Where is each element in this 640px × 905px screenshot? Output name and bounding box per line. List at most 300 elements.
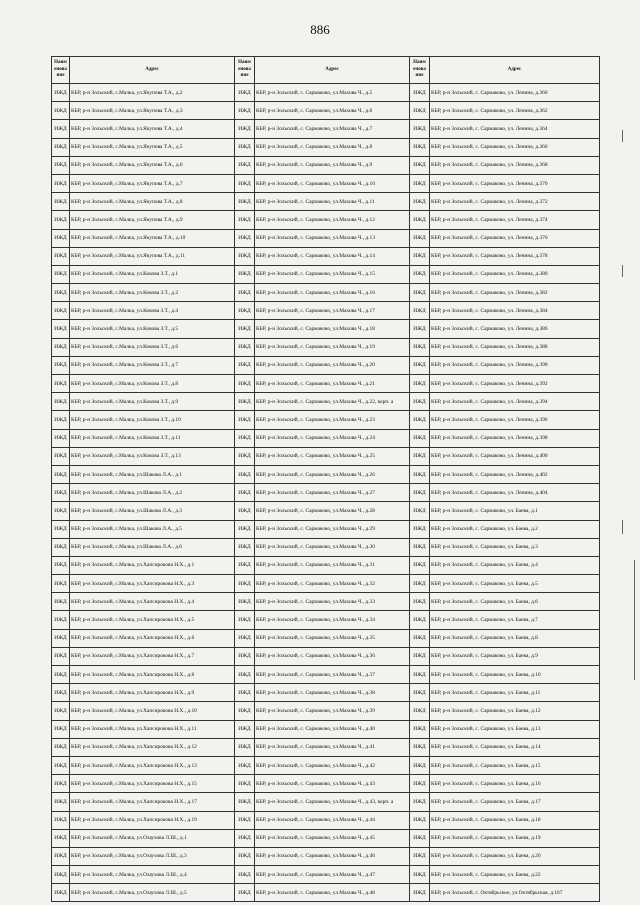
header-address-col-1: Адрес bbox=[70, 57, 235, 84]
address-cell: КБР, р-н Зольский, с. Сармаково, ул. Баева, д.18 bbox=[430, 811, 600, 829]
object-type-cell: ИЖД bbox=[410, 629, 430, 647]
object-type-cell: ИЖД bbox=[235, 629, 255, 647]
object-type-cell: ИЖД bbox=[410, 447, 430, 465]
object-type-cell: ИЖД bbox=[410, 375, 430, 393]
object-type-cell: ИЖД bbox=[410, 484, 430, 502]
address-cell: КБР, р-н Зольский, с.Малка, ул.Хапсирокова Н.Х., д.8 bbox=[70, 666, 235, 684]
object-type-cell: ИЖД bbox=[52, 429, 70, 447]
object-type-cell: ИЖД bbox=[52, 520, 70, 538]
object-type-cell: ИЖД bbox=[52, 84, 70, 102]
object-type-cell: ИЖД bbox=[52, 575, 70, 593]
address-cell: КБР, р-н Зольский, с. Сармаково, ул. Баева, д.17 bbox=[430, 793, 600, 811]
object-type-cell: ИЖД bbox=[52, 884, 70, 902]
object-type-cell: ИЖД bbox=[235, 211, 255, 229]
object-type-cell: ИЖД bbox=[235, 538, 255, 556]
object-type-cell: ИЖД bbox=[410, 811, 430, 829]
object-type-cell: ИЖД bbox=[410, 684, 430, 702]
address-cell: КБР, р-н Зольский, с. Сармаково, ул. Баева, д.19 bbox=[430, 829, 600, 847]
object-type-cell: ИЖД bbox=[410, 520, 430, 538]
address-cell: КБР, р-н Зольский, с. Сармаково, ул.Махова Ч., д.38 bbox=[255, 684, 410, 702]
object-type-cell: ИЖД bbox=[52, 829, 70, 847]
table-header-row bbox=[52, 57, 600, 84]
table-row bbox=[52, 211, 600, 229]
object-type-cell: ИЖД bbox=[410, 756, 430, 774]
object-type-cell: ИЖД bbox=[410, 847, 430, 865]
address-cell: КБР, р-н Зольский, с. Сармаково, ул.Махова Ч., д.7 bbox=[255, 120, 410, 138]
object-type-cell: ИЖД bbox=[235, 174, 255, 192]
table-row bbox=[52, 447, 600, 465]
object-type-cell: ИЖД bbox=[52, 484, 70, 502]
object-type-cell: ИЖД bbox=[410, 265, 430, 283]
margin-line bbox=[634, 560, 635, 680]
address-cell: КБР, р-н Зольский, с.Малка, ул.Шакова Л.А., д.5 bbox=[70, 520, 235, 538]
address-cell: КБР, р-н Зольский, с. Сармаково, ул. Ленина, д.398 bbox=[430, 429, 600, 447]
address-cell: КБР, р-н Зольский, с.Малка, ул.Хапсирокова Н.Х., д.6 bbox=[70, 629, 235, 647]
address-cell: КБР, р-н Зольский, с. Сармаково, ул. Ленина, д.378 bbox=[430, 247, 600, 265]
address-table bbox=[51, 56, 600, 902]
table-row bbox=[52, 666, 600, 684]
table-row bbox=[52, 393, 600, 411]
table-row bbox=[52, 611, 600, 629]
object-type-cell: ИЖД bbox=[235, 120, 255, 138]
address-cell: КБР, р-н Зольский, с.Малка, ул.Якупова Т.А., д.10 bbox=[70, 229, 235, 247]
address-cell: КБР, р-н Зольский, с. Сармаково, ул.Махова Ч., д.39 bbox=[255, 702, 410, 720]
address-cell: КБР, р-н Зольский, с. Сармаково, ул.Махова Ч., д.35 bbox=[255, 629, 410, 647]
object-type-cell: ИЖД bbox=[52, 138, 70, 156]
address-cell: КБР, р-н Зольский, с. Сармаково, ул.Махова Ч., д.43, корп. а bbox=[255, 793, 410, 811]
address-cell: КБР, р-н Зольский, с.Малка, ул.Хапсирокова Н.Х., д.17 bbox=[70, 793, 235, 811]
object-type-cell: ИЖД bbox=[52, 866, 70, 884]
address-cell: КБР, р-н Зольский, с.Малка, ул.Якупова Т.А., д.8 bbox=[70, 193, 235, 211]
object-type-cell: ИЖД bbox=[235, 229, 255, 247]
address-cell: КБР, р-н Зольский, с. Сармаково, ул.Махова Ч., д.10 bbox=[255, 174, 410, 192]
object-type-cell: ИЖД bbox=[235, 829, 255, 847]
margin-line bbox=[622, 520, 623, 534]
address-cell: КБР, р-н Зольский, с. Сармаково, ул. Ленина, д.384 bbox=[430, 302, 600, 320]
object-type-cell: ИЖД bbox=[410, 647, 430, 665]
table-row bbox=[52, 593, 600, 611]
object-type-cell: ИЖД bbox=[235, 302, 255, 320]
address-cell: КБР, р-н Зольский, с.Малка, ул.Озаухова Л.Ш., д.5 bbox=[70, 884, 235, 902]
address-cell: КБР, р-н Зольский, с. Сармаково, ул. Ленина, д.394 bbox=[430, 393, 600, 411]
object-type-cell: ИЖД bbox=[235, 320, 255, 338]
object-type-cell: ИЖД bbox=[52, 593, 70, 611]
address-cell: КБР, р-н Зольский, с. Сармаково, ул. Ленина, д.392 bbox=[430, 375, 600, 393]
table-row bbox=[52, 538, 600, 556]
object-type-cell: ИЖД bbox=[410, 338, 430, 356]
object-type-cell: ИЖД bbox=[410, 793, 430, 811]
object-type-cell: ИЖД bbox=[410, 829, 430, 847]
object-type-cell: ИЖД bbox=[235, 84, 255, 102]
address-cell: КБР, р-н Зольский, с.Малка, ул.Хапсирокова Н.Х., д.7 bbox=[70, 647, 235, 665]
address-cell: КБР, р-н Зольский, с. Сармаково, ул.Махова Ч., д.26 bbox=[255, 465, 410, 483]
address-cell: КБР, р-н Зольский, с. Сармаково, ул.Махова Ч., д.44 bbox=[255, 811, 410, 829]
address-cell: КБР, р-н Зольский, с. Сармаково, ул.Махова Ч., д.18 bbox=[255, 320, 410, 338]
address-cell: КБР, р-н Зольский, с. Октябрьское, ул.Октябрьская, д.167 bbox=[430, 884, 600, 902]
address-cell: КБР, р-н Зольский, с. Сармаково, ул. Ленина, д.390 bbox=[430, 356, 600, 374]
address-cell: КБР, р-н Зольский, с. Сармаково, ул. Ленина, д.376 bbox=[430, 229, 600, 247]
address-cell: КБР, р-н Зольский, с. Сармаково, ул. Ленина, д.404 bbox=[430, 484, 600, 502]
object-type-cell: ИЖД bbox=[410, 356, 430, 374]
table-row bbox=[52, 684, 600, 702]
address-cell: КБР, р-н Зольский, с. Сармаково, ул. Баева, д.10 bbox=[430, 666, 600, 684]
header-address-col-2: Адрес bbox=[255, 57, 410, 84]
address-cell: КБР, р-н Зольский, с.Малка, ул.Хапсирокова Н.Х., д.11 bbox=[70, 720, 235, 738]
object-type-cell: ИЖД bbox=[52, 375, 70, 393]
address-cell: КБР, р-н Зольский, с. Сармаково, ул. Баева, д.4 bbox=[430, 556, 600, 574]
object-type-cell: ИЖД bbox=[235, 102, 255, 120]
object-type-cell: ИЖД bbox=[52, 775, 70, 793]
table-row bbox=[52, 320, 600, 338]
page-number: 886 bbox=[310, 22, 330, 37]
address-cell: КБР, р-н Зольский, с.Малка, ул.Кокова З.Т., д.10 bbox=[70, 411, 235, 429]
object-type-cell: ИЖД bbox=[235, 866, 255, 884]
address-cell: КБР, р-н Зольский, с.Малка, ул.Хапсирокова Н.Х., д.15 bbox=[70, 775, 235, 793]
table-row bbox=[52, 847, 600, 865]
margin-line bbox=[622, 130, 623, 142]
address-cell: КБР, р-н Зольский, с.Малка, ул.Якупова Т.А., д.9 bbox=[70, 211, 235, 229]
address-cell: КБР, р-н Зольский, с.Малка, ул.Якупова Т.А., д.5 bbox=[70, 138, 235, 156]
address-cell: КБР, р-н Зольский, с. Сармаково, ул. Ленина, д.362 bbox=[430, 102, 600, 120]
address-cell: КБР, р-н Зольский, с.Малка, ул.Кокова З.Т., д.4 bbox=[70, 302, 235, 320]
object-type-cell: ИЖД bbox=[235, 156, 255, 174]
address-cell: КБР, р-н Зольский, с. Сармаково, ул.Махова Ч., д.47 bbox=[255, 866, 410, 884]
object-type-cell: ИЖД bbox=[52, 811, 70, 829]
object-type-cell: ИЖД bbox=[235, 793, 255, 811]
table-row bbox=[52, 338, 600, 356]
object-type-cell: ИЖД bbox=[235, 611, 255, 629]
object-type-cell: ИЖД bbox=[52, 629, 70, 647]
object-type-cell: ИЖД bbox=[52, 538, 70, 556]
table-row bbox=[52, 702, 600, 720]
address-cell: КБР, р-н Зольский, с. Сармаково, ул.Махова Ч., д.43 bbox=[255, 775, 410, 793]
object-type-cell: ИЖД bbox=[52, 738, 70, 756]
address-cell: КБР, р-н Зольский, с.Малка, ул.Шакова Л.А., д.6 bbox=[70, 538, 235, 556]
address-cell: КБР, р-н Зольский, с.Малка, ул.Якупова Т.А., д.7 bbox=[70, 174, 235, 192]
table-row bbox=[52, 229, 600, 247]
address-cell: КБР, р-н Зольский, с. Сармаково, ул. Баева, д.20 bbox=[430, 847, 600, 865]
object-type-cell: ИЖД bbox=[52, 611, 70, 629]
object-type-cell: ИЖД bbox=[52, 684, 70, 702]
object-type-cell: ИЖД bbox=[410, 411, 430, 429]
table-row bbox=[52, 284, 600, 302]
address-cell: КБР, р-н Зольский, с. Сармаково, ул.Махова Ч., д.16 bbox=[255, 284, 410, 302]
table-row bbox=[52, 429, 600, 447]
address-cell: КБР, р-н Зольский, с. Сармаково, ул. Ленина, д.396 bbox=[430, 411, 600, 429]
object-type-cell: ИЖД bbox=[235, 447, 255, 465]
address-cell: КБР, р-н Зольский, с. Сармаково, ул.Махова Ч., д.11 bbox=[255, 193, 410, 211]
object-type-cell: ИЖД bbox=[52, 356, 70, 374]
table-row bbox=[52, 120, 600, 138]
address-cell: КБР, р-н Зольский, с. Сармаково, ул. Ленина, д.368 bbox=[430, 156, 600, 174]
object-type-cell: ИЖД bbox=[52, 193, 70, 211]
address-cell: КБР, р-н Зольский, с. Сармаково, ул.Махова Ч., д.37 bbox=[255, 666, 410, 684]
address-cell: КБР, р-н Зольский, с. Сармаково, ул.Махова Ч., д.15 bbox=[255, 265, 410, 283]
object-type-cell: ИЖД bbox=[235, 556, 255, 574]
address-cell: КБР, р-н Зольский, с. Сармаково, ул.Махова Ч., д.40 bbox=[255, 720, 410, 738]
table-row bbox=[52, 629, 600, 647]
address-cell: КБР, р-н Зольский, с. Сармаково, ул. Баева, д.2 bbox=[430, 520, 600, 538]
address-cell: КБР, р-н Зольский, с.Малка, ул.Якупова Т.А., д.4 bbox=[70, 120, 235, 138]
address-cell: КБР, р-н Зольский, с. Сармаково, ул. Ленина, д.364 bbox=[430, 120, 600, 138]
address-cell: КБР, р-н Зольский, с. Сармаково, ул. Баева, д.16 bbox=[430, 775, 600, 793]
address-cell: КБР, р-н Зольский, с.Малка, ул.Якупова Т.А., д.2 bbox=[70, 84, 235, 102]
object-type-cell: ИЖД bbox=[52, 102, 70, 120]
address-cell: КБР, р-н Зольский, с. Сармаково, ул. Ленина, д.386 bbox=[430, 320, 600, 338]
table-row bbox=[52, 102, 600, 120]
object-type-cell: ИЖД bbox=[410, 866, 430, 884]
object-type-cell: ИЖД bbox=[52, 211, 70, 229]
address-cell: КБР, р-н Зольский, с. Сармаково, ул.Махова Ч., д.32 bbox=[255, 575, 410, 593]
address-cell: КБР, р-н Зольский, с. Сармаково, ул.Махова Ч., д.23 bbox=[255, 411, 410, 429]
address-cell: КБР, р-н Зольский, с. Сармаково, ул.Махова Ч., д.45 bbox=[255, 829, 410, 847]
object-type-cell: ИЖД bbox=[235, 684, 255, 702]
object-type-cell: ИЖД bbox=[52, 284, 70, 302]
object-type-cell: ИЖД bbox=[410, 702, 430, 720]
object-type-cell: ИЖД bbox=[235, 193, 255, 211]
table-body bbox=[52, 84, 600, 902]
address-cell: КБР, р-н Зольский, с. Сармаково, ул.Махова Ч., д.13 bbox=[255, 229, 410, 247]
address-cell: КБР, р-н Зольский, с.Малка, ул.Хапсирокова Н.Х., д.3 bbox=[70, 575, 235, 593]
table-row bbox=[52, 138, 600, 156]
object-type-cell: ИЖД bbox=[410, 302, 430, 320]
address-cell: КБР, р-н Зольский, с. Сармаково, ул. Баева, д.22 bbox=[430, 866, 600, 884]
object-type-cell: ИЖД bbox=[235, 138, 255, 156]
object-type-cell: ИЖД bbox=[235, 356, 255, 374]
object-type-cell: ИЖД bbox=[410, 593, 430, 611]
address-cell: КБР, р-н Зольский, с.Малка, ул.Кокова З.Т., д.8 bbox=[70, 375, 235, 393]
address-cell: КБР, р-н Зольский, с. Сармаково, ул. Баева, д.3 bbox=[430, 538, 600, 556]
address-cell: КБР, р-н Зольский, с.Малка, ул.Кокова З.Т., д.1 bbox=[70, 265, 235, 283]
object-type-cell: ИЖД bbox=[52, 338, 70, 356]
table-row bbox=[52, 265, 600, 283]
object-type-cell: ИЖД bbox=[235, 756, 255, 774]
address-cell: КБР, р-н Зольский, с. Сармаково, ул.Махова Ч., д.41 bbox=[255, 738, 410, 756]
object-type-cell: ИЖД bbox=[235, 720, 255, 738]
object-type-cell: ИЖД bbox=[52, 156, 70, 174]
address-cell: КБР, р-н Зольский, с. Сармаково, ул.Махова Ч., д.25 bbox=[255, 447, 410, 465]
address-cell: КБР, р-н Зольский, с. Сармаково, ул.Махова Ч., д.48 bbox=[255, 884, 410, 902]
address-cell: КБР, р-н Зольский, с.Малка, ул.Якупова Т.А., д.11 bbox=[70, 247, 235, 265]
object-type-cell: ИЖД bbox=[235, 702, 255, 720]
table-row bbox=[52, 411, 600, 429]
address-cell: КБР, р-н Зольский, с. Сармаково, ул. Баева, д.7 bbox=[430, 611, 600, 629]
address-cell: КБР, р-н Зольский, с. Сармаково, ул. Ленина, д.366 bbox=[430, 138, 600, 156]
address-cell: КБР, р-н Зольский, с.Малка, ул.Кокова З.Т., д.7 bbox=[70, 356, 235, 374]
object-type-cell: ИЖД bbox=[52, 465, 70, 483]
table-row bbox=[52, 811, 600, 829]
object-type-cell: ИЖД bbox=[235, 284, 255, 302]
object-type-cell: ИЖД bbox=[52, 447, 70, 465]
object-type-cell: ИЖД bbox=[235, 666, 255, 684]
address-cell: КБР, р-н Зольский, с. Сармаково, ул. Баева, д.11 bbox=[430, 684, 600, 702]
object-type-cell: ИЖД bbox=[235, 502, 255, 520]
object-type-cell: ИЖД bbox=[52, 320, 70, 338]
address-cell: КБР, р-н Зольский, с. Сармаково, ул. Баева, д.9 bbox=[430, 647, 600, 665]
object-type-cell: ИЖД bbox=[235, 429, 255, 447]
object-type-cell: ИЖД bbox=[410, 538, 430, 556]
address-cell: КБР, р-н Зольский, с. Сармаково, ул. Ленина, д.372 bbox=[430, 193, 600, 211]
address-cell: КБР, р-н Зольский, с. Сармаково, ул. Баева, д.5 bbox=[430, 575, 600, 593]
object-type-cell: ИЖД bbox=[235, 411, 255, 429]
object-type-cell: ИЖД bbox=[410, 429, 430, 447]
object-type-cell: ИЖД bbox=[235, 575, 255, 593]
object-type-cell: ИЖД bbox=[235, 884, 255, 902]
address-cell: КБР, р-н Зольский, с.Малка, ул.Кокова З.Т., д.9 bbox=[70, 393, 235, 411]
address-cell: КБР, р-н Зольский, с.Малка, ул.Шакова Л.А., д.1 bbox=[70, 465, 235, 483]
address-cell: КБР, р-н Зольский, с. Сармаково, ул.Махова Ч., д.27 bbox=[255, 484, 410, 502]
table-row bbox=[52, 829, 600, 847]
object-type-cell: ИЖД bbox=[410, 229, 430, 247]
address-cell: КБР, р-н Зольский, с. Сармаково, ул. Баева, д.1 bbox=[430, 502, 600, 520]
address-cell: КБР, р-н Зольский, с. Сармаково, ул.Махова Ч., д.22, корп. а bbox=[255, 393, 410, 411]
margin-line bbox=[622, 265, 623, 277]
address-cell: КБР, р-н Зольский, с.Малка, ул.Хапсирокова Н.Х., д.13 bbox=[70, 756, 235, 774]
object-type-cell: ИЖД bbox=[410, 666, 430, 684]
table-row bbox=[52, 738, 600, 756]
table-row bbox=[52, 502, 600, 520]
address-cell: КБР, р-н Зольский, с. Сармаково, ул.Махова Ч., д.20 bbox=[255, 356, 410, 374]
address-cell: КБР, р-н Зольский, с.Малка, ул.Хапсирокова Н.Х., д.19 bbox=[70, 811, 235, 829]
object-type-cell: ИЖД bbox=[235, 465, 255, 483]
object-type-cell: ИЖД bbox=[410, 138, 430, 156]
table-row bbox=[52, 793, 600, 811]
address-cell: КБР, р-н Зольский, с.Малка, ул.Хапсирокова Н.Х., д.10 bbox=[70, 702, 235, 720]
address-cell: КБР, р-н Зольский, с. Сармаково, ул.Махова Ч., д.28 bbox=[255, 502, 410, 520]
address-cell: КБР, р-н Зольский, с. Сармаково, ул. Ленина, д.382 bbox=[430, 284, 600, 302]
table-row bbox=[52, 174, 600, 192]
address-cell: КБР, р-н Зольский, с. Сармаково, ул. Баева, д.15 bbox=[430, 756, 600, 774]
header-address-col-3: Адрес bbox=[430, 57, 600, 84]
object-type-cell: ИЖД bbox=[52, 556, 70, 574]
address-cell: КБР, р-н Зольский, с.Малка, ул.Хапсирокова Н.Х., д.9 bbox=[70, 684, 235, 702]
object-type-cell: ИЖД bbox=[410, 84, 430, 102]
address-cell: КБР, р-н Зольский, с. Сармаково, ул.Махова Ч., д.33 bbox=[255, 593, 410, 611]
object-type-cell: ИЖД bbox=[410, 120, 430, 138]
address-cell: КБР, р-н Зольский, с. Сармаково, ул.Махова Ч., д.29 bbox=[255, 520, 410, 538]
object-type-cell: ИЖД bbox=[52, 647, 70, 665]
address-cell: КБР, р-н Зольский, с. Сармаково, ул.Махова Ч., д.42 bbox=[255, 756, 410, 774]
address-cell: КБР, р-н Зольский, с.Малка, ул.Кокова З.Т., д.11 bbox=[70, 429, 235, 447]
object-type-cell: ИЖД bbox=[410, 284, 430, 302]
table-row bbox=[52, 775, 600, 793]
address-cell: КБР, р-н Зольский, с. Сармаково, ул. Ленина, д.360 bbox=[430, 84, 600, 102]
object-type-cell: ИЖД bbox=[410, 320, 430, 338]
address-cell: КБР, р-н Зольский, с. Сармаково, ул.Махова Ч., д.12 bbox=[255, 211, 410, 229]
object-type-cell: ИЖД bbox=[235, 847, 255, 865]
address-cell: КБР, р-н Зольский, с. Сармаково, ул. Ленина, д.400 bbox=[430, 447, 600, 465]
address-cell: КБР, р-н Зольский, с. Сармаково, ул. Ленина, д.370 bbox=[430, 174, 600, 192]
object-type-cell: ИЖД bbox=[235, 520, 255, 538]
object-type-cell: ИЖД bbox=[410, 211, 430, 229]
object-type-cell: ИЖД bbox=[52, 502, 70, 520]
object-type-cell: ИЖД bbox=[410, 502, 430, 520]
object-type-cell: ИЖД bbox=[410, 775, 430, 793]
table-row bbox=[52, 193, 600, 211]
object-type-cell: ИЖД bbox=[235, 811, 255, 829]
object-type-cell: ИЖД bbox=[410, 393, 430, 411]
address-cell: КБР, р-н Зольский, с.Малка, ул.Хапсирокова Н.Х., д.5 bbox=[70, 611, 235, 629]
object-type-cell: ИЖД bbox=[52, 411, 70, 429]
address-cell: КБР, р-н Зольский, с.Малка, ул.Якупова Т.А., д.6 bbox=[70, 156, 235, 174]
address-cell: КБР, р-н Зольский, с. Сармаково, ул.Махова Ч., д.17 bbox=[255, 302, 410, 320]
address-cell: КБР, р-н Зольский, с. Сармаково, ул. Ленина, д.388 bbox=[430, 338, 600, 356]
address-cell: КБР, р-н Зольский, с. Сармаково, ул. Ленина, д.374 bbox=[430, 211, 600, 229]
object-type-cell: ИЖД bbox=[52, 793, 70, 811]
object-type-cell: ИЖД bbox=[235, 738, 255, 756]
table-row bbox=[52, 866, 600, 884]
table-row bbox=[52, 884, 600, 902]
object-type-cell: ИЖД bbox=[235, 593, 255, 611]
object-type-cell: ИЖД bbox=[52, 702, 70, 720]
object-type-cell: ИЖД bbox=[235, 393, 255, 411]
object-type-cell: ИЖД bbox=[235, 484, 255, 502]
table-row bbox=[52, 156, 600, 174]
object-type-cell: ИЖД bbox=[52, 666, 70, 684]
object-type-cell: ИЖД bbox=[52, 229, 70, 247]
header-name-col-2: Наим енова ние bbox=[235, 57, 255, 84]
object-type-cell: ИЖД bbox=[52, 720, 70, 738]
object-type-cell: ИЖД bbox=[410, 174, 430, 192]
object-type-cell: ИЖД bbox=[410, 556, 430, 574]
address-cell: КБР, р-н Зольский, с. Сармаково, ул. Баева, д.12 bbox=[430, 702, 600, 720]
address-cell: КБР, р-н Зольский, с. Сармаково, ул.Махова Ч., д.21 bbox=[255, 375, 410, 393]
object-type-cell: ИЖД bbox=[410, 884, 430, 902]
address-cell: КБР, р-н Зольский, с.Малка, ул.Якупова Т.А., д.3 bbox=[70, 102, 235, 120]
object-type-cell: ИЖД bbox=[235, 647, 255, 665]
object-type-cell: ИЖД bbox=[235, 775, 255, 793]
address-cell: КБР, р-н Зольский, с. Сармаково, ул. Баева, д.13 bbox=[430, 720, 600, 738]
object-type-cell: ИЖД bbox=[410, 720, 430, 738]
address-cell: КБР, р-н Зольский, с.Малка, ул.Озаухова Л.Ш., д.3 bbox=[70, 847, 235, 865]
object-type-cell: ИЖД bbox=[52, 756, 70, 774]
object-type-cell: ИЖД bbox=[235, 265, 255, 283]
table-row bbox=[52, 484, 600, 502]
address-cell: КБР, р-н Зольский, с.Малка, ул.Кокова З.Т., д.5 bbox=[70, 320, 235, 338]
address-cell: КБР, р-н Зольский, с. Сармаково, ул. Баева, д.8 bbox=[430, 629, 600, 647]
table-row bbox=[52, 356, 600, 374]
table-row bbox=[52, 84, 600, 102]
address-cell: КБР, р-н Зольский, с.Малка, ул.Кокова З.Т., д.13 bbox=[70, 447, 235, 465]
object-type-cell: ИЖД bbox=[235, 375, 255, 393]
address-cell: КБР, р-н Зольский, с. Сармаково, ул.Махова Ч., д.5 bbox=[255, 84, 410, 102]
address-cell: КБР, р-н Зольский, с. Сармаково, ул.Махова Ч., д.31 bbox=[255, 556, 410, 574]
address-cell: КБР, р-н Зольский, с.Малка, ул.Кокова З.Т., д.6 bbox=[70, 338, 235, 356]
address-cell: КБР, р-н Зольский, с. Сармаково, ул.Махова Ч., д.36 bbox=[255, 647, 410, 665]
object-type-cell: ИЖД bbox=[410, 611, 430, 629]
address-cell: КБР, р-н Зольский, с.Малка, ул.Хапсирокова Н.Х., д.4 bbox=[70, 593, 235, 611]
object-type-cell: ИЖД bbox=[52, 120, 70, 138]
address-cell: КБР, р-н Зольский, с.Малка, ул.Хапсирокова Н.Х., д.1 bbox=[70, 556, 235, 574]
address-cell: КБР, р-н Зольский, с. Сармаково, ул.Махова Ч., д.30 bbox=[255, 538, 410, 556]
address-cell: КБР, р-н Зольский, с. Сармаково, ул.Махова Ч., д.46 bbox=[255, 847, 410, 865]
table-row bbox=[52, 520, 600, 538]
address-cell: КБР, р-н Зольский, с. Сармаково, ул.Махова Ч., д.14 bbox=[255, 247, 410, 265]
table-row bbox=[52, 647, 600, 665]
address-cell: КБР, р-н Зольский, с.Малка, ул.Кокова З.Т., д.2 bbox=[70, 284, 235, 302]
address-cell: КБР, р-н Зольский, с.Малка, ул.Озаухова Л.Ш., д.4 bbox=[70, 866, 235, 884]
object-type-cell: ИЖД bbox=[410, 575, 430, 593]
table-row bbox=[52, 302, 600, 320]
object-type-cell: ИЖД bbox=[410, 738, 430, 756]
address-cell: КБР, р-н Зольский, с. Сармаково, ул.Махова Ч., д.24 bbox=[255, 429, 410, 447]
address-cell: КБР, р-н Зольский, с.Малка, ул.Озаухова Л.Ш., д.1 bbox=[70, 829, 235, 847]
address-cell: КБР, р-н Зольский, с. Сармаково, ул.Махова Ч., д.34 bbox=[255, 611, 410, 629]
object-type-cell: ИЖД bbox=[410, 156, 430, 174]
object-type-cell: ИЖД bbox=[52, 847, 70, 865]
object-type-cell: ИЖД bbox=[52, 393, 70, 411]
object-type-cell: ИЖД bbox=[235, 247, 255, 265]
